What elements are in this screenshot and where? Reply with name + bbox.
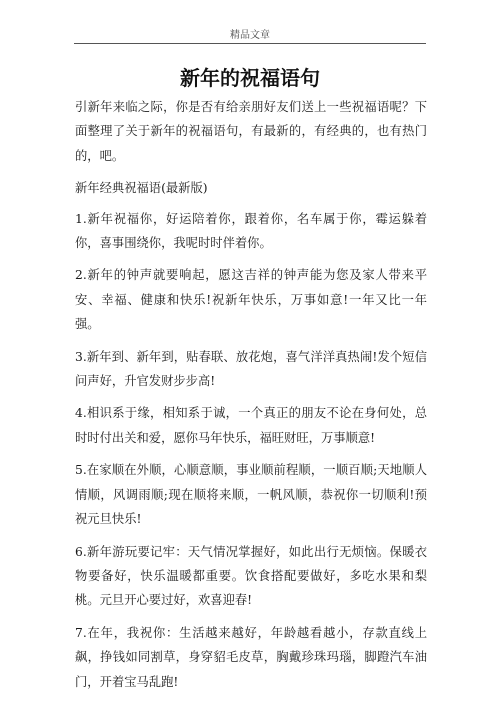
header-divider	[74, 43, 426, 44]
article-body	[75, 95, 427, 702]
page-header-label: 精品文章	[230, 30, 270, 41]
page-title: 新年的祝福语句	[180, 66, 320, 90]
list-item: 1.新年祝福你，好运陪着你，跟着你，名车属于你，霉运躲着你，喜事围绕你，我呢时时伴着你。	[75, 211, 427, 251]
list-item: 2.新年的钟声就要响起，愿这吉祥的钟声能为您及家人带来平安、幸福、健康和快乐!祝新年快乐，万事如意!一年又比一年强。	[75, 268, 427, 332]
list-item: 4.相识系于缘，相知系于诚，一个真正的朋友不论在身何处，总时时付出关和爱，愿你马年快乐，福旺财旺，万事顺意!	[75, 406, 427, 445]
list-item: 5.在家顺在外顺，心顺意顺，事业顺前程顺，一顺百顺;天地顺人情顺，风调雨顺;现在顺将来顺，一帆风顺，恭祝你一切顺利!预祝元旦快乐!	[75, 463, 427, 527]
list-item: 6.新年游玩要记牢：天气情况掌握好，如此出行无烦恼。保暖衣物要备好，快乐温暖都重要。饮食搭配要做好，多吃水果和梨桃。元旦开心要过好，欢喜迎春!	[75, 544, 427, 608]
section-heading: 新年经典祝福语(最新版)	[75, 181, 208, 196]
list-item: 3.新年到、新年到，贴春联、放花炮，喜气洋洋真热闹!发个短信问声好，升官发财步步高!	[75, 349, 427, 389]
intro-paragraph: 引新年来临之际，你是否有给亲朋好友们送上一些祝福语呢？下面整理了关于新年的祝福语句，有最新的，有经典的，也有热门的，吧。	[75, 100, 427, 163]
list-item: 7.在年，我祝你：生活越来越好，年龄越看越小，存款直线上飙，挣钱如同割草，身穿貂毛皮草，胸戴珍珠玛瑙，脚蹬汽车油门，开着宝马乱跑!	[75, 625, 427, 689]
